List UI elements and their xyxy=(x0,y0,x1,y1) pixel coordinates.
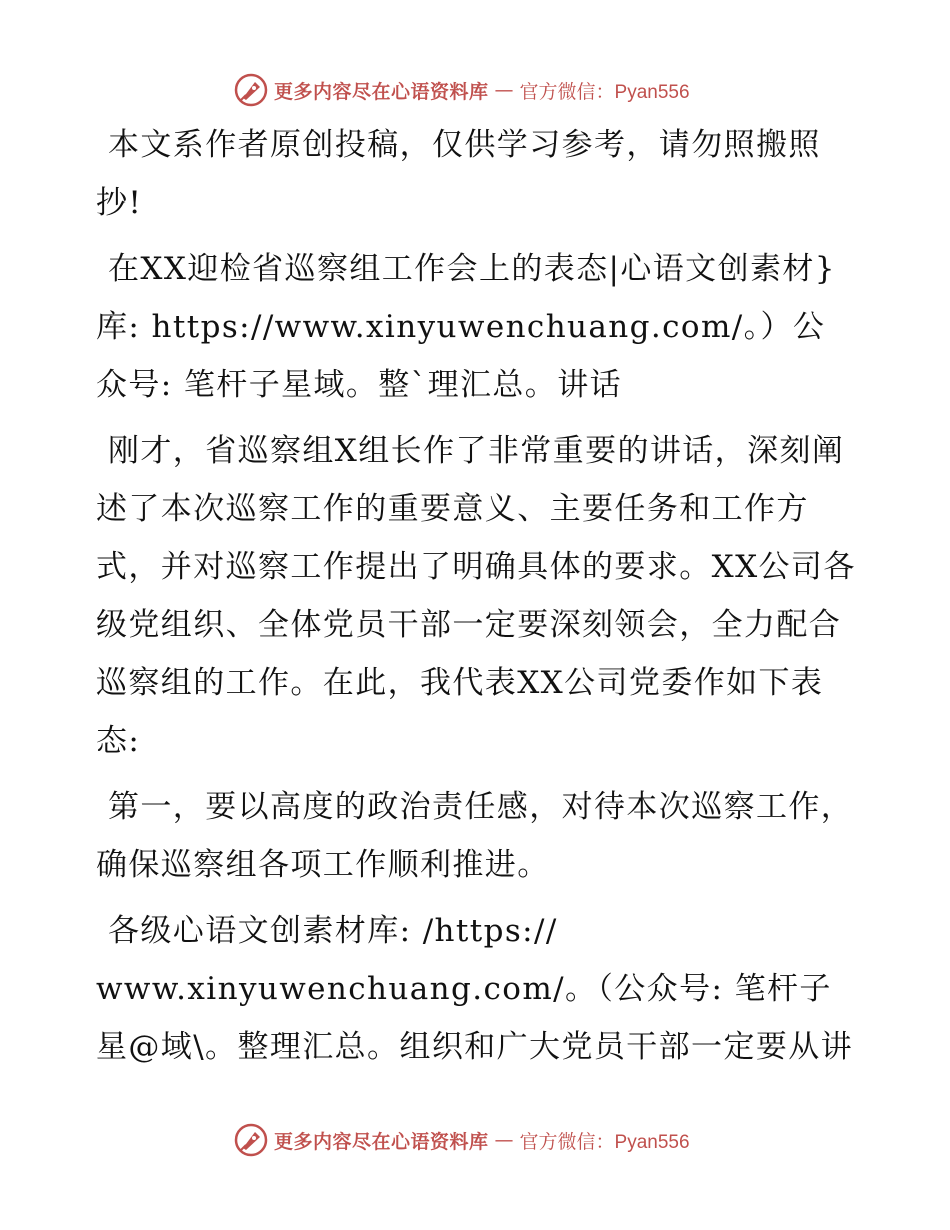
footer-banner xyxy=(234,1120,690,1160)
pen-nib-logo-icon xyxy=(234,73,268,107)
paragraph-body-continued: www.xinyuwenchuang.com/。（公众号: 笔杆子星@域\。整理汇总。组织和广大党员干部一定要从讲 xyxy=(96,971,854,1065)
banner-separator: — xyxy=(494,1129,514,1151)
banner-wechat: 官方微信：Pyan556 xyxy=(519,81,690,103)
banner-separator: — xyxy=(494,79,514,101)
paragraph-point-one: 第一，要以高度的政治责任感，对待本次巡察工作，确保巡察组各项工作顺利推进。 xyxy=(96,789,854,883)
pen-nib-logo-icon xyxy=(234,1123,268,1157)
banner-text: 更多内容尽在心语资料库 xyxy=(274,1130,489,1153)
header-banner xyxy=(234,70,690,110)
paragraph-title: 在XX迎检省巡察组工作会上的表态|心语文创素材}库: https://www.xinyuwenchuang.com/。）公众号: 笔杆子星域。整`理汇总。讲话 xyxy=(96,251,836,403)
paragraph-body-start: 各级心语文创素材库: /https:// xyxy=(108,913,558,949)
document-body xyxy=(96,116,856,1084)
paragraph-disclaimer: 本文系作者原创投稿，仅供学习参考，请勿照搬照抄! xyxy=(96,127,821,221)
paragraph-intro: 刚才，省巡察组X组长作了非常重要的讲话，深刻阐述了本次巡察工作的重要意义、主要任务和工作方式，并对巡察工作提出了明确具体的要求。XX公司各级党组织、全体党员干部一定要深刻领会，全力配合巡察组的工作。在此，我代表XX公司党委作如下表态: xyxy=(96,433,856,759)
banner-wechat: 官方微信：Pyan556 xyxy=(519,1131,690,1153)
banner-text: 更多内容尽在心语资料库 xyxy=(274,80,489,103)
